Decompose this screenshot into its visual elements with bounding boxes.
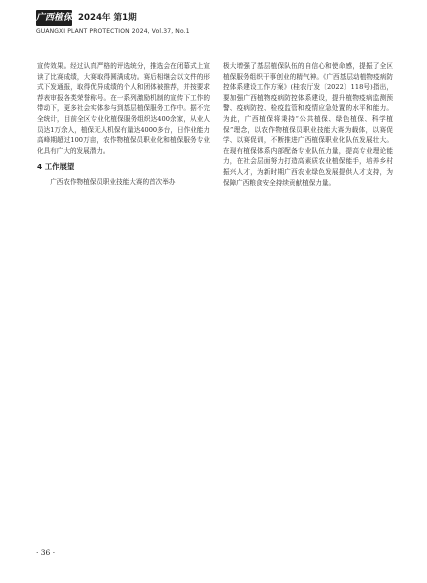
journal-header bbox=[36, 8, 396, 44]
right-paragraph-1: 极大增强了基层植保队伍的自信心和使命感，提振了全区植保服务组织干事创业的精气神。《广西基层动植物疫病防控体系建设工作方案》(桂农厅发〔2022〕118号)指出，要加强广西植物疫病防控体系建设，提升植物疫病监测预警、疫病防控、检疫监管和疫情应急处置的水平和能力。为此，广西植保将秉持“公共植保、绿色植保、科学植保”理念，以农作物植保员职业技能大赛为载体，以赛促学、以赛促训，不断推进广西植保职业化队伍发展壮大。在现有植保体系内部配备专业队伍力量，提高专业理论能力，在社会层面努力打造高素质农业植保能手，培养乡村振兴人才，为新时期广西农业绿色发展提供人才支持，为保障广西粮食安全持续贡献植保力量。 bbox=[223, 62, 393, 187]
section-heading: 4 工作展望 bbox=[37, 162, 75, 172]
left-paragraph-2: 广西农作物植保员职业技能大赛的首次举办 bbox=[50, 177, 176, 186]
left-paragraph-1: 宣传效果。经过认真严格的评选统分，推选会在闭幕式上宣读了比赛成绩，大赛取得圆满成功。赛后相继会以文件的形式下发通报，取得优异成绩的个人和团体被推荐，并按要求荐表审报各类荣誉称号。在一系列激励机制的宣传下工作的带动下，更多社会实体参与到基层植保服务工作中。据不完全统计，目前全区专业化植保服务组织达400余家，从业人员达1万余人，植保无人机保有量达4000多台，日作业能力高峰期超过100万亩，农作物植保员职业化和植保服务专业化具有广大的发展潜力。 bbox=[37, 62, 210, 155]
page-number: · 36 · bbox=[36, 548, 56, 557]
journal-logo: 广西植保 bbox=[36, 10, 72, 26]
left-text-column bbox=[37, 61, 210, 188]
right-text-column bbox=[223, 61, 393, 188]
issue-label: 2024年 第1期 bbox=[78, 13, 137, 23]
journal-english-title: GUANGXI PLANT PROTECTION 2024, Vol.37, No.1 bbox=[36, 28, 190, 35]
